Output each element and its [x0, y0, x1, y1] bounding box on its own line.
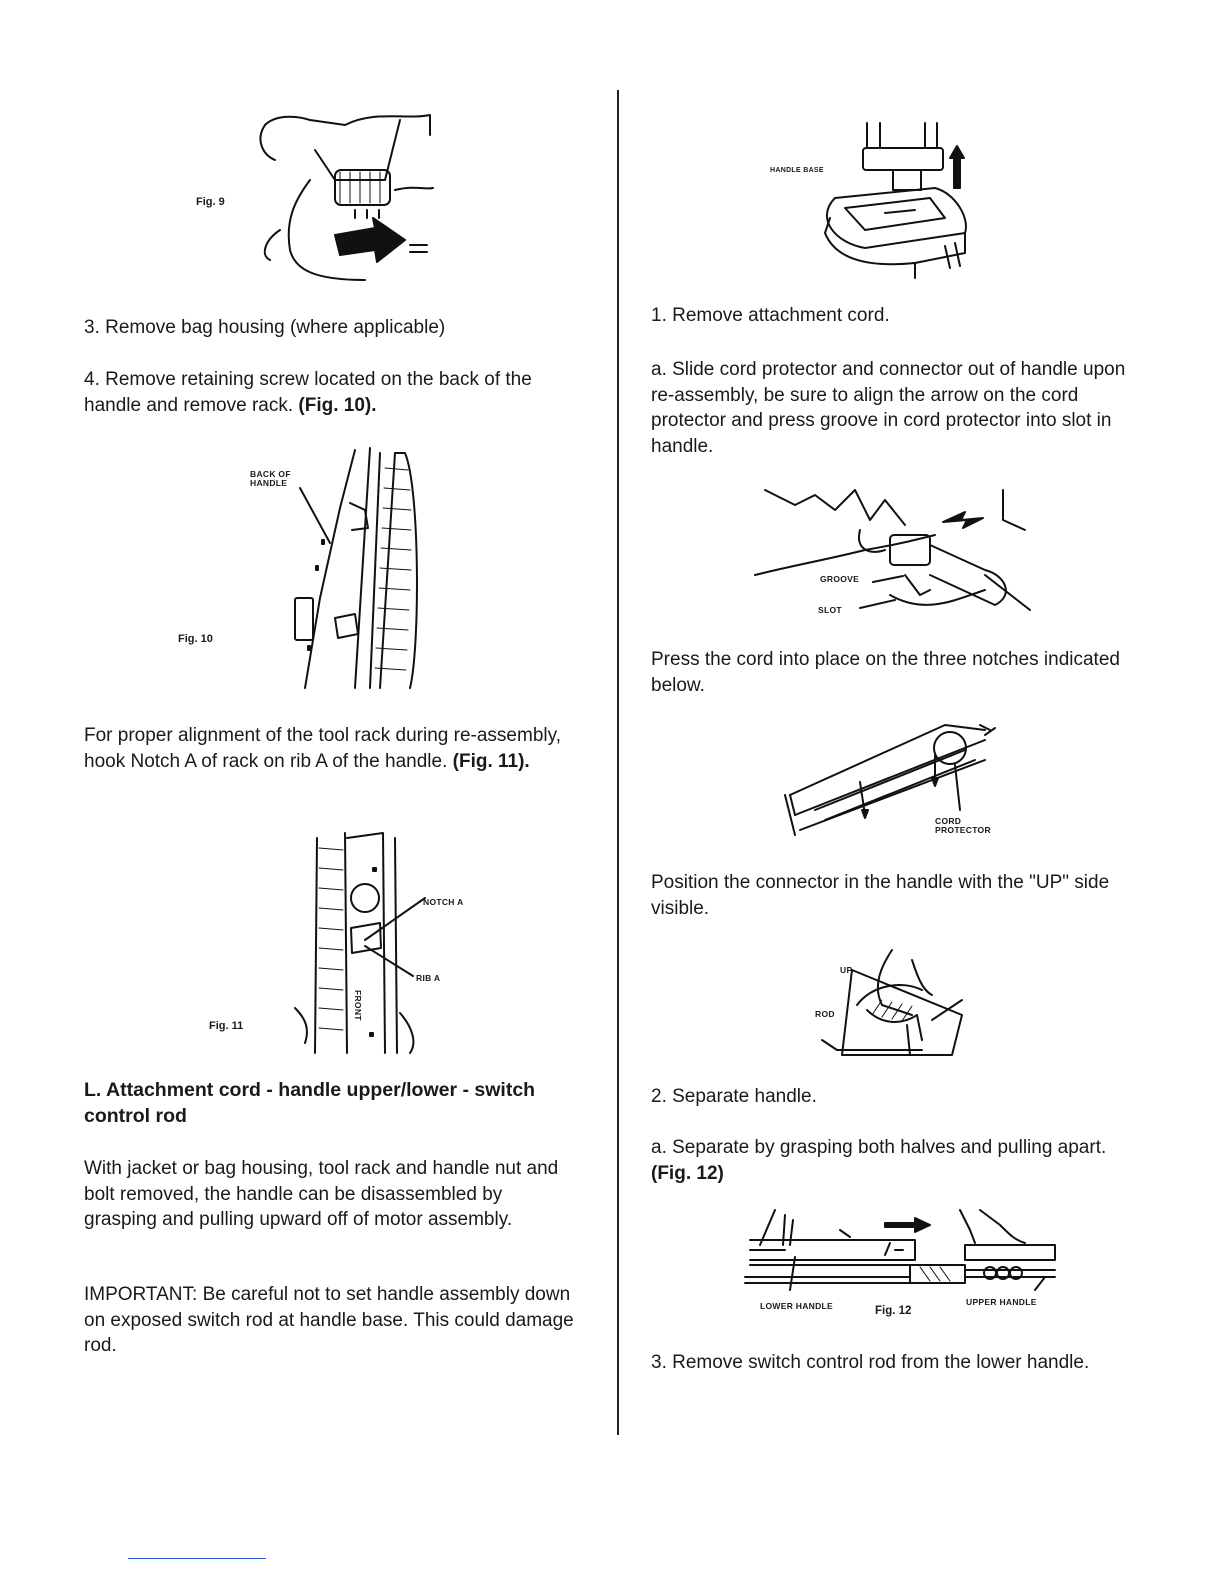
handle-base-illustration	[805, 118, 975, 283]
fig11-callout-notch-a: NOTCH A	[423, 897, 464, 907]
groove-callout: GROOVE	[820, 574, 860, 584]
left-step4-text: 4. Remove retaining screw located on the back of the handle and remove rack.	[84, 369, 532, 416]
connector-illustration	[812, 945, 972, 1065]
right-step2a	[651, 1135, 1131, 1186]
column-divider	[617, 90, 619, 1435]
fig11-label: Fig. 11	[209, 1020, 244, 1032]
footer-line	[128, 1558, 266, 1559]
alignment-text: For proper alignment of the tool rack during re-assembly, hook Notch A of rack on rib A of the handle.	[84, 725, 561, 772]
left-step4	[84, 367, 584, 418]
fig9-label: Fig. 9	[196, 196, 225, 208]
right-step1: 1. Remove attachment cord.	[651, 305, 890, 326]
important-note	[84, 1282, 574, 1359]
important-text: Be careful not to set handle assembly down on exposed switch rod at handle base. This could damage rod.	[84, 1284, 574, 1356]
fig11-callout-rib-a: RIB A	[416, 973, 441, 983]
fig11-callout-front: FRONT	[353, 990, 363, 1021]
right-step2: 2. Separate handle.	[651, 1086, 817, 1107]
notches-text: Press the cord into place on the three notches indicated below.	[651, 649, 1120, 696]
groove-slot-illustration	[755, 480, 1045, 625]
alignment-ref: (Fig. 11).	[452, 750, 530, 772]
lower-handle-callout: LOWER HANDLE	[760, 1301, 834, 1311]
fig10-label: Fig. 10	[178, 633, 213, 645]
connector-text: Position the connector in the handle with the "UP" side visible.	[651, 872, 1110, 919]
fig10-callout-back-of-handle: BACK OF HANDLE	[250, 469, 291, 488]
up-callout: UP	[840, 965, 853, 975]
step2a-ref: (Fig. 12)	[651, 1162, 724, 1184]
fig12-label: Fig. 12	[875, 1305, 912, 1317]
cord-protector-callout: CORD PROTECTOR	[935, 816, 991, 835]
right-step1a: a. Slide cord protector and connector out of handle upon re-assembly, be sure to align the arrow on the cord protector and press groove in cord protector into slot in handle.	[651, 359, 1126, 457]
step2a-text: a. Separate by grasping both halves and pulling apart.	[651, 1137, 1107, 1158]
fig9-illustration	[255, 110, 445, 290]
right-step3: 3. Remove switch control rod from the lower handle.	[651, 1352, 1090, 1373]
handle-base-callout: HANDLE BASE	[770, 167, 824, 174]
rod-callout: ROD	[815, 1009, 835, 1019]
fig11-illustration	[285, 828, 435, 1056]
fig12-illustration	[745, 1205, 1065, 1300]
left-step4-ref: (Fig. 10).	[298, 394, 377, 416]
left-step3: 3. Remove bag housing (where applicable)	[84, 317, 446, 338]
left-alignment-text	[84, 723, 574, 774]
section-l-heading: L. Attachment cord - handle upper/lower - switch control rod	[84, 1079, 536, 1127]
important-label: IMPORTANT:	[84, 1284, 198, 1305]
slot-callout: SLOT	[818, 605, 842, 615]
section-l-body: With jacket or bag housing, tool rack and handle nut and bolt removed, the handle can be disassembled by grasping and pulling upward off of motor assembly.	[84, 1158, 559, 1230]
upper-handle-callout: UPPER HANDLE	[966, 1297, 1037, 1307]
